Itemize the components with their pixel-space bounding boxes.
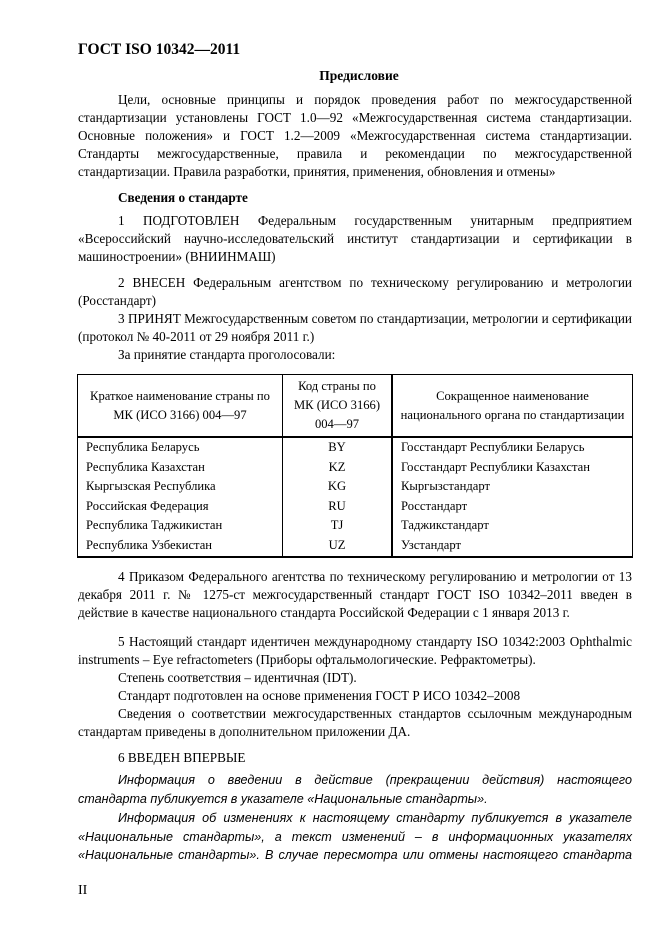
- cell-body: Кыргызстандарт: [392, 477, 633, 497]
- item-6: 6 ВВЕДЕН ВПЕРВЫЕ: [118, 750, 246, 765]
- cell-body: Госстандарт Республики Казахстан: [392, 458, 633, 478]
- cell-code: KZ: [283, 458, 393, 478]
- cell-country: Республика Узбекистан: [78, 536, 283, 557]
- item-5: 5 Настоящий стандарт идентичен международному стандарту ISO 10342:2003 Ophthalmic instruments – Eye refractometers (Приборы офтальмологические. Рефрактометры).: [78, 634, 632, 667]
- section-heading: Сведения о стандарте: [118, 190, 248, 205]
- item-1: 1 ПОДГОТОВЛЕН Федеральным государственным унитарным предприятием «Всероссийский научно-исследовательский институт стандартизации и сертификации в машиностроении» (ВНИИНМАШ): [78, 213, 632, 264]
- countries-table: [77, 374, 633, 558]
- table-row: [78, 458, 633, 478]
- column-header-code: Код страны по МК (ИСО 3166) 004—97: [283, 375, 393, 438]
- item-4: 4 Приказом Федерального агентства по техническому регулированию и метрологии от 13 декабря 2011 г. № 1275-ст межгосударственный стандарт ГОСТ ISO 10342–2011 введен в действие в качестве национального стандарта Российской Федерации с 1 января 2013 г.: [78, 569, 632, 620]
- table-row: [78, 497, 633, 517]
- info-paragraph-1: Информация о введении в действие (прекращении действия) настоящего стандарта публикуется в указателе «Национальные стандарты».: [78, 773, 632, 806]
- cell-code: TJ: [283, 516, 393, 536]
- cell-body: Таджикстандарт: [392, 516, 633, 536]
- cell-code: KG: [283, 477, 393, 497]
- table-row: [78, 536, 633, 557]
- cell-body: Росстандарт: [392, 497, 633, 517]
- table-row: [78, 477, 633, 497]
- cell-code: RU: [283, 497, 393, 517]
- table-row: [78, 516, 633, 536]
- table-header-row: [78, 375, 633, 438]
- item-3: 3 ПРИНЯТ Межгосударственным советом по стандартизации, метрологии и сертификации (протокол № 40-2011 от 29 ноября 2011 г.): [78, 311, 632, 344]
- column-header-country: Краткое наименование страны по МК (ИСО 3166) 004—97: [78, 375, 283, 438]
- cell-body: Госстандарт Республики Беларусь: [392, 437, 633, 458]
- table-row: [78, 437, 633, 458]
- page-title: Предисловие: [319, 68, 399, 83]
- cell-code: BY: [283, 437, 393, 458]
- info-paragraph-2: Информация об изменениях к настоящему стандарту публикуется в указателе «Национальные стандарты», а текст изменений – в информационных указателях «Национальные стандарты». В случае пересмотра или отмены настоящего стандарта: [78, 811, 632, 862]
- page-number: II: [78, 883, 88, 898]
- cell-code: UZ: [283, 536, 393, 557]
- voted-label: За принятие стандарта проголосовали:: [118, 347, 336, 362]
- column-header-body: Сокращенное наименование национального органа по стандартизации: [392, 375, 633, 438]
- intro-paragraph: Цели, основные принципы и порядок проведения работ по межгосударственной стандартизации установлены ГОСТ 1.0—92 «Межгосударственная система стандартизации. Основные положения» и ГОСТ 1.2—2009 «Межгосударственная система стандартизации. Стандарты межгосударственные, правила и рекомендации по межгосударственной стандартизации. Правила разработки, принятия, применения, обновления и отмены»: [78, 92, 632, 179]
- cell-country: Российская Федерация: [78, 497, 283, 517]
- document-code: ГОСТ ISO 10342—2011: [78, 41, 241, 58]
- item-5-degree: Степень соответствия – идентичная (IDT).: [118, 670, 357, 685]
- cell-country: Республика Таджикистан: [78, 516, 283, 536]
- cell-country: Республика Казахстан: [78, 458, 283, 478]
- cell-country: Кыргызская Республика: [78, 477, 283, 497]
- cell-country: Республика Беларусь: [78, 437, 283, 458]
- cell-body: Узстандарт: [392, 536, 633, 557]
- item-5-info: Сведения о соответствии межгосударственных стандартов ссылочным международным стандартам приведены в дополнительном приложении ДА.: [78, 706, 632, 739]
- item-5-basis: Стандарт подготовлен на основе применения ГОСТ Р ИСО 10342–2008: [118, 688, 521, 703]
- item-2: 2 ВНЕСЕН Федеральным агентством по техническому регулированию и метрологии (Росстандарт): [78, 275, 632, 308]
